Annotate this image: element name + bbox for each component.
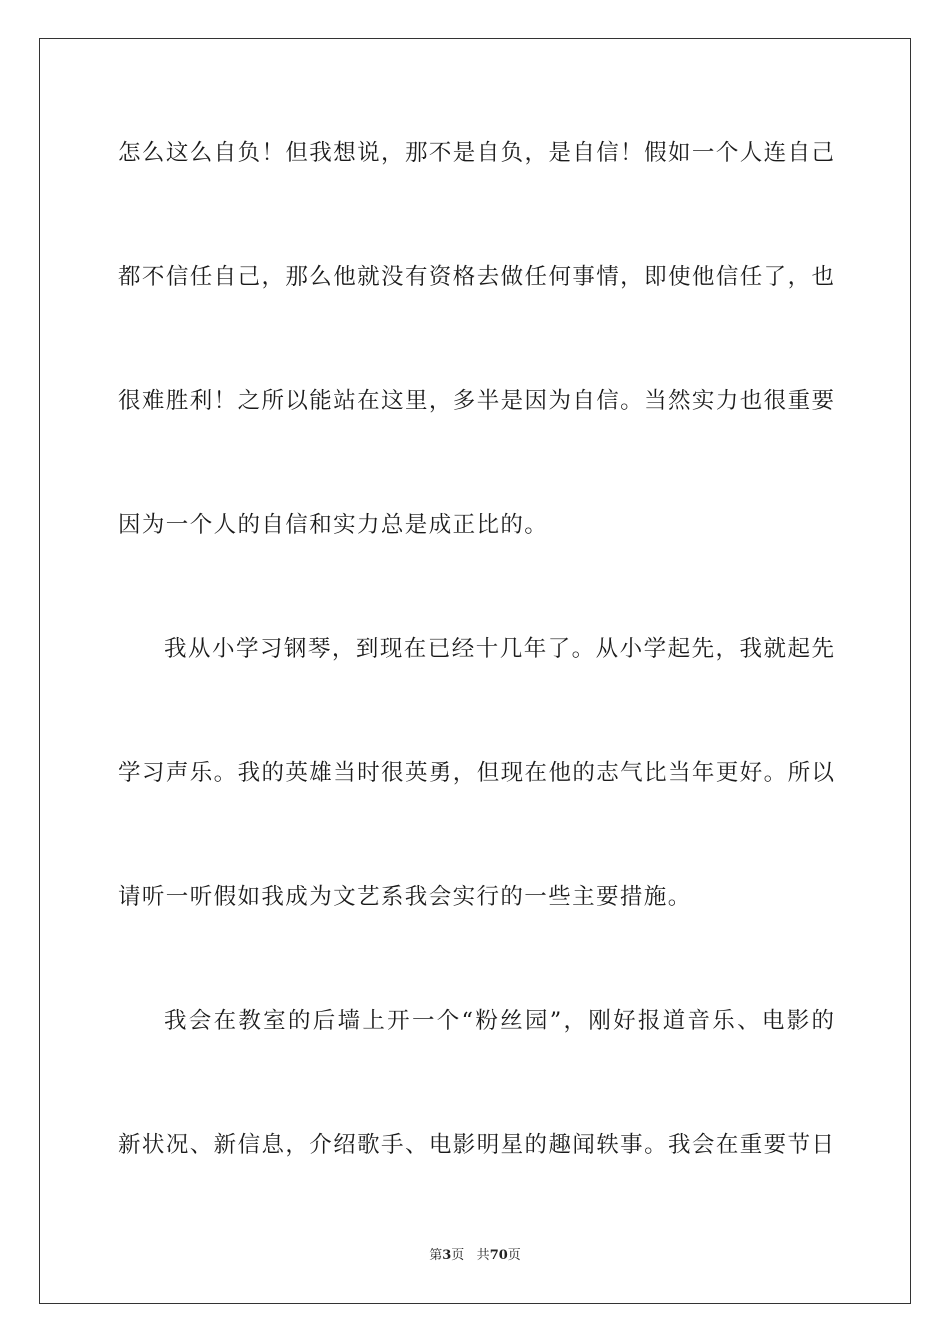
text-line-9: 新状况、新信息，介绍歌手、电影明星的趣闻轶事。我会在重要节日 [118,1132,834,1158]
total-pages: 70 [489,1248,508,1263]
text-line-2: 都不信任自己，那么他就没有资格去做任何事情，即使他信任了，也 [118,264,834,290]
text-line-6: 学习声乐。我的英雄当时很英勇，但现在他的志气比当年更好。所以 [118,760,834,786]
page-suffix: 页 [451,1248,465,1263]
text-line-3: 很难胜利！之所以能站在这里，多半是因为自信。当然实力也很重要 [118,388,834,414]
text-line-8: 我会在教室的后墙上开一个“粉丝园”，刚好报道音乐、电影的 [164,1008,834,1034]
page-number: 3 [442,1248,452,1263]
text-line-5: 我从小学习钢琴，到现在已经十几年了。从小学起先，我就起先 [164,636,834,662]
text-line-7: 请听一听假如我成为文艺系我会实行的一些主要措施。 [118,884,692,910]
text-line-4: 因为一个人的自信和实力总是成正比的。 [118,512,549,538]
page-border [39,38,911,1304]
page-footer [0,1247,950,1265]
total-suffix: 页 [507,1248,521,1263]
total-prefix: 共 [476,1248,490,1263]
text-line-1: 怎么这么自负！但我想说，那不是自负，是自信！假如一个人连自己 [118,140,834,166]
page-prefix: 第 [429,1248,443,1263]
